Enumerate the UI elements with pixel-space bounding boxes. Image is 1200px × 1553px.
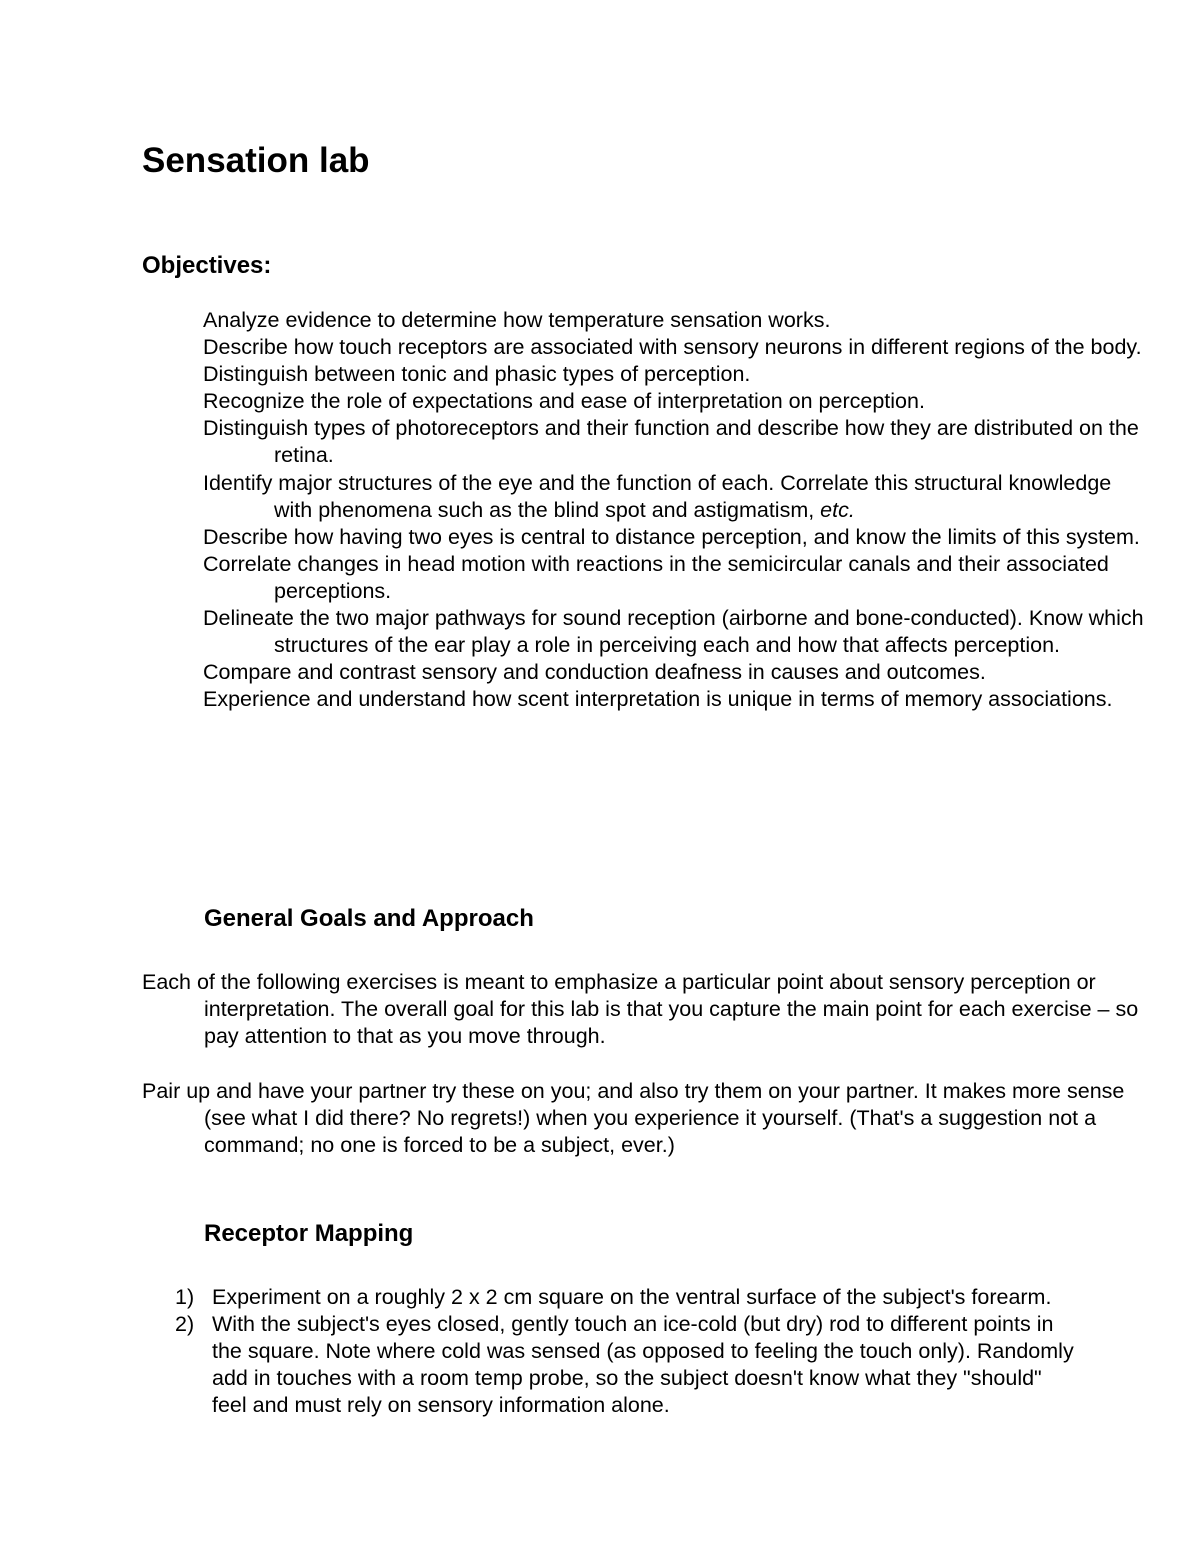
objective-item: Recognize the role of expectations and ease of interpretation on perception. bbox=[203, 389, 925, 414]
step-item bbox=[175, 1311, 1082, 1419]
step-item bbox=[175, 1284, 1082, 1311]
objectives-heading: Objectives: bbox=[142, 252, 272, 279]
step-text: Experiment on a roughly 2 x 2 cm square on the ventral surface of the subject's forearm. bbox=[212, 1285, 1052, 1309]
objective-item: Delineate the two major pathways for sound reception (airborne and bone-conducted). Know which structures of the ear play a role in perceiving each and how that affects perception. bbox=[203, 606, 1144, 658]
general-goals-paragraph: Each of the following exercises is meant to emphasize a particular point about sensory perception or interpretation. The overall goal for this lab is that you capture the main point for each exercise – so pay attention to that as you move through. bbox=[142, 970, 1139, 1049]
objective-item: Distinguish types of photoreceptors and their function and describe how they are distributed on the retina. bbox=[203, 416, 1139, 468]
receptor-mapping-heading: Receptor Mapping bbox=[204, 1220, 414, 1247]
objective-item bbox=[203, 470, 1154, 524]
objective-item: Correlate changes in head motion with reactions in the semicircular canals and their associated perceptions. bbox=[203, 551, 1109, 603]
document-title: Sensation lab bbox=[142, 141, 370, 180]
receptor-mapping-steps bbox=[0, 1284, 1200, 1419]
step-number: 1) bbox=[175, 1285, 195, 1309]
step-number: 2) bbox=[175, 1312, 195, 1337]
general-goals-paragraph: Pair up and have your partner try these on you; and also try them on your partner. It makes more sense (see what I did there? No regrets!) when you experience it yourself. (That's a suggestion not a command; no one is forced to be a subject, ever.) bbox=[142, 1079, 1125, 1158]
objective-item: Experience and understand how scent interpretation is unique in terms of memory associations. bbox=[203, 687, 1113, 712]
objective-item: Describe how having two eyes is central to distance perception, and know the limits of this system. bbox=[203, 524, 1140, 549]
general-goals-heading: General Goals and Approach bbox=[204, 905, 534, 932]
objective-item: Analyze evidence to determine how temperature sensation works. bbox=[203, 308, 831, 332]
objective-item: Distinguish between tonic and phasic types of perception. bbox=[203, 362, 751, 387]
objectives-list bbox=[0, 307, 1200, 713]
objective-item: Describe how touch receptors are associated with sensory neurons in different regions of the body. bbox=[203, 335, 1142, 360]
objective-item-text: Identify major structures of the eye and the function of each. Correlate this structural knowledge with phenomena such as the blind spot and astigmatism, bbox=[203, 470, 1112, 522]
step-text: With the subject's eyes closed, gently touch an ice-cold (but dry) rod to different points in the square. Note where cold was sensed (as opposed to feeling the touch only). Randomly add in touches with a room temp probe, so the subject doesn't know what they "should" feel and must rely on sensory information alone. bbox=[212, 1312, 1074, 1418]
objective-item: Compare and contrast sensory and conduction deafness in causes and outcomes. bbox=[203, 660, 986, 685]
objective-item-etc: etc. bbox=[820, 497, 855, 522]
